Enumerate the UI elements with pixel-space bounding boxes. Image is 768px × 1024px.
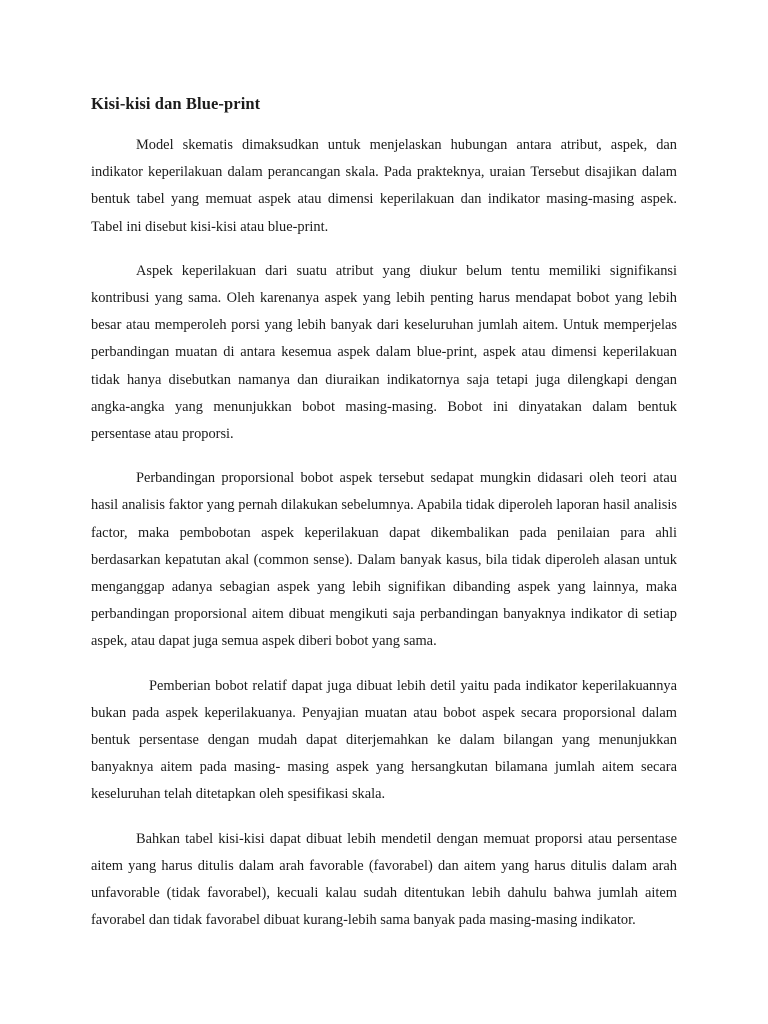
paragraph-model-skematis: Model skematis dimaksudkan untuk menjelaskan hubungan antara atribut, aspek, dan indikator keperilakuan dalam perancangan skala. Pada prakteknya, uraian Tersebut disajikan dalam bentuk tabel yang memuat aspek atau dimensi keperilakuan dan indikator masing-masing aspek. Tabel ini disebut kisi-kisi atau blue-print.: [91, 137, 677, 235]
paragraph-aspek-keperilakuan: Aspek keperilakuan dari suatu atribut yang diukur belum tentu memiliki signifikansi kontribusi yang sama. Oleh karenanya aspek yang lebih penting harus mendapat bobot yang lebih besar atau memperoleh porsi yang lebih banyak dari keseluruhan jumlah aitem. Untuk memperjelas perbandingan muatan di antara kesemua aspek dalam blue-print, aspek atau dimensi keperilakuan tidak hanya disebutkan namanya dan diuraikan indikatornya saja tetapi juga dilengkapi dengan angka-angka yang menunjukkan bobot masing-masing. Bobot ini dinyatakan dalam bentuk persentase atau proporsi.: [91, 262, 677, 443]
paragraph-bahkan-tabel: Bahkan tabel kisi-kisi dapat dibuat lebih mendetil dengan memuat proporsi atau persentase aitem yang harus ditulis dalam arah favorable (favorabel) dan aitem yang harus ditulis dalam arah unfavorable (tidak favorabel), kecuali kalau sudah ditentukan lebih dahulu bahwa jumlah aitem favorabel dan tidak favorabel dibuat kurang-lebih sama banyak pada masing-masing indikator.: [91, 830, 677, 929]
paragraph-perbandingan-proporsional: Perbandingan proporsional bobot aspek tersebut sedapat mungkin didasari oleh teori atau hasil analisis faktor yang pernah dilakukan sebelumnya. Apabila tidak diperoleh laporan hasil analisis factor, maka pembobotan aspek keperilakuan dapat dikembalikan pada penilaian para ahli berdasarkan kepatutan akal (common sense). Dalam banyak kasus, bila tidak diperoleh alasan untuk menganggap adanya sebagian aspek yang lebih signifikan dibanding aspek yang lainnya, maka perbandingan proporsional aitem dibuat mengikuti saja perbandingan banyaknya indikator di setiap aspek, atau dapat juga semua aspek diberi bobot yang sama.: [91, 470, 677, 650]
paragraph-pemberian-bobot: Pemberian bobot relatif dapat juga dibuat lebih detil yaitu pada indikator keperilakuannya bukan pada aspek keperilakuanya. Penyajian muatan atau bobot aspek secara proporsional dalam bentuk persentase dengan mudah dapat diterjemahkan ke dalam bilangan yang menunjukkan banyaknya aitem pada masing- masing aspek yang hersangkutan bilamana jumlah aitem secara keseluruhan telah ditetapkan oleh spesifikasi skala.: [91, 677, 677, 803]
document-title: Kisi-kisi dan Blue-print: [91, 94, 261, 113]
